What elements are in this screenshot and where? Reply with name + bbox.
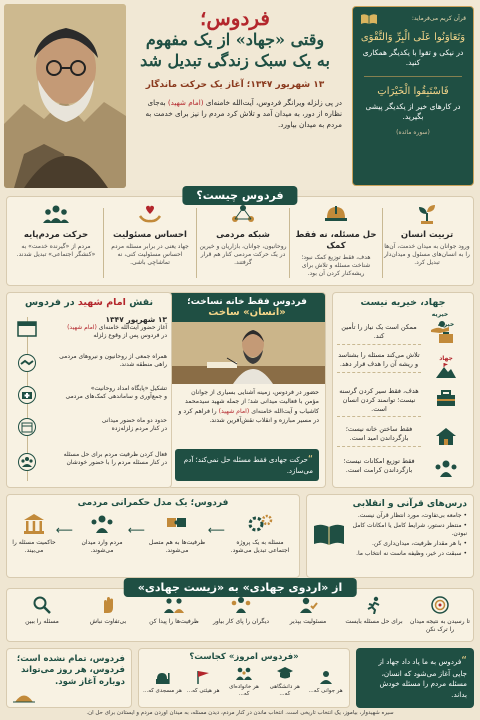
network-icon	[231, 204, 255, 224]
quote-mark-icon: “	[307, 454, 313, 466]
lesson-item: • منتظر دستور، شرایط کامل یا امکانات کامل نبودن.	[352, 522, 467, 538]
role-item-5: فعال کردن ظرفیت مردم برای حل مسئله در کنار مسئله مردم را با حضور خودشان	[13, 449, 167, 479]
calendar-icon	[17, 319, 37, 337]
sunrise-icon	[13, 689, 35, 703]
role-item-3: تشکیل «پایگاه امداد روحانیت» و جمع‌آوری و ساماندهی کمک‌های مردمی	[13, 383, 167, 409]
government-building-icon	[22, 513, 46, 535]
today-item-mosque: هر مسجدی که...	[142, 669, 182, 695]
charity-box-icon	[436, 330, 456, 344]
title-line1: فردوس؛	[200, 6, 270, 30]
role-item-1: ۱۳ شهریور ۱۳۴۷ آغاز حضور آیت‌الله خامنه‌ای (امام شهید) در فردوس پس از وقوع زلزله	[13, 315, 167, 345]
flag-icon	[195, 670, 211, 684]
built-humans-heading: فردوس فقط خانه نساخت؛ «انسان» ساخت	[169, 293, 325, 322]
built-humans-panel	[168, 292, 326, 488]
army-heading: از «اردوی جهادی» به «زیست جهادی»	[124, 578, 357, 597]
jihad-item-1: ممکن است یک نیاز را تأمین کند.	[337, 323, 421, 345]
what-divider	[289, 208, 290, 278]
people-group-icon	[43, 204, 69, 224]
what-is-item-2: حل مسئله، نه فقط کمک هدف، فقط توزیع کمک نبود؛ شناخت مسئله و تلاش برای ریشه‌کنار کردن آن بود.	[292, 204, 380, 278]
built-humans-quote: “حرکت جهادی فقط مسئله حل نمی‌کند؛ آدم می‌سازد.	[175, 449, 319, 481]
writing-man-illustration	[169, 322, 325, 384]
helmet-icon	[324, 204, 348, 224]
final-message: فردوس، تمام نشده است؛ فردوس، هر روز می‌تواند دوباره آغاز شود.	[16, 654, 125, 687]
verse2-reference: (سوره مائده)	[396, 128, 430, 136]
portrait-illustration	[4, 4, 126, 188]
army-item-1: تا رسیدن به نتیجه میدان را ترک نکن	[410, 596, 470, 634]
graduation-cap-icon	[277, 666, 293, 680]
quran-book-icon	[360, 13, 378, 25]
arrow-left-icon: ⟵	[207, 523, 225, 537]
what-is-item-3: شبکه مردمی روحانیون، جوانان، بازاریان و خیرین در یک حرکت مردمی کنار هم قرار گرفتند.	[199, 204, 287, 267]
what-divider	[103, 208, 104, 278]
ferdows-today-panel	[138, 648, 350, 708]
what-is-heading: فردوس چیست؟	[182, 186, 297, 205]
army-item-4: دیگران را پای کار بیاور	[210, 596, 272, 626]
jihad-heading: جهاد، خیریه نیست	[360, 297, 446, 308]
family-icon	[236, 666, 252, 680]
role-timeline-panel	[6, 292, 172, 488]
model-step-2: ظرفیت‌ها به هم متصل می‌شوند.	[147, 513, 207, 555]
army-item-5: ظرفیت‌ها را پیدا کن	[144, 596, 204, 626]
youth-icon	[318, 670, 334, 684]
charity-label: خیریه	[431, 311, 449, 318]
model-heading: فردوس؛ یک مدل حکمرانی مردمی	[77, 498, 229, 508]
verse-divider	[364, 76, 462, 77]
quote-mark-icon: “	[461, 654, 467, 667]
role-heading: نقش امام شهید در فردوس	[24, 297, 154, 308]
jihad-label: جهاد	[439, 355, 453, 362]
sprout-icon	[416, 204, 438, 224]
built-humans-body: حضور در فردوس، زمینه آشنایی بسیاری از جوانان مؤمن با فعالیت میدانی شد؛ از جمله شهید سید‌محمد کاشیاب و آیت‌الله خامنه‌ای (امام شهید) را فراهم کرد و در مسیر مبارزه و انقلاب نقش‌آفرین شدند.	[178, 389, 319, 424]
magnifier-icon	[32, 596, 52, 614]
person-check-icon	[298, 596, 318, 614]
puzzle-icon	[165, 513, 189, 535]
verse2-translation: در کارهای خیر از یکدیگر پیشی بگیرید.	[365, 102, 461, 122]
quran-heading: قرآن کریم می‌فرماید:	[411, 14, 466, 22]
today-item-family: هر خانواده‌ای که...	[224, 665, 264, 699]
army-item-6: بی‌تفاوت نباش	[78, 596, 138, 626]
verse1-translation: در نیکی و تقوا با یکدیگر همکاری کنید.	[362, 48, 464, 68]
lesson-item: • جامعه بی‌تفاوت، مورد انتظار قرآن نیست.	[357, 512, 467, 519]
what-divider	[196, 208, 197, 278]
jihad-item-2: تلاش می‌کند مسئله را بشناسد و ریشه آن را هدف قرار دهد.	[337, 351, 421, 373]
raised-hand-icon	[98, 596, 118, 614]
verse1-arabic: وَتَعَاوَنُوا عَلَى الْبِرِّ وَالتَّقْوَى	[360, 32, 466, 43]
title-block	[124, 6, 346, 130]
governance-model-panel	[6, 494, 300, 578]
subtitle: ۱۳ شهریور ۱۳۴۷؛ آغاز یک حرکت ماندگار	[145, 79, 325, 90]
calendar-grid-icon	[17, 418, 37, 436]
gears-icon	[247, 513, 273, 535]
jihad-item-5: فقط توزیع امکانات نیست؛ بازگرداندن کرامت است.	[343, 457, 415, 474]
heart-hands-icon	[138, 204, 162, 224]
army-item-2: برای حل مسئله بایست	[344, 596, 404, 626]
people-icon	[434, 459, 458, 477]
crowd-icon	[17, 453, 37, 471]
target-icon	[430, 596, 450, 614]
army-item-3: مسئولیت بپذیر	[278, 596, 338, 626]
people-icon	[90, 513, 114, 535]
verse2-arabic: فَاسْتَبِقُوا الْخَيْرَاتِ	[377, 86, 449, 98]
today-item-heyat: هر هیئتی که...	[183, 669, 223, 695]
open-book-icon	[313, 522, 345, 546]
role-item-2: همراه جمعی از روحانیون و نیروهای مردمی راهی منطقه شدند.	[13, 351, 167, 377]
model-step-3: مردم وارد میدان می‌شوند.	[75, 513, 129, 555]
toolbox-icon	[435, 389, 457, 407]
what-is-item-4: احساس مسئولیت جهاد یعنی در برابر مسئله مردم احساس مسئولیت کنی، نه تماشاچی باشی.	[106, 204, 194, 267]
title-line3: به یک سبک زندگی تبدیل شد	[140, 50, 330, 70]
what-divider	[382, 208, 383, 278]
final-message-panel	[6, 648, 132, 708]
bottom-quote-panel: “فردوس به ما یاد داد جهاد از جایی آغاز می‌شود که انسان، مسئله مردم را مسئله خودش بداند.	[356, 648, 474, 708]
model-step-1: مسئله به یک پروژه اجتماعی تبدیل می‌شود.	[229, 513, 291, 555]
what-is-item-1: تربیت انسان ورود جوانان به میدان خدمت، آن‌ها را به انسان‌های مسئول و میدان‌دار تبدیل کرد.	[384, 204, 470, 267]
model-step-4: حاکمیت مسئله را می‌بیند.	[9, 513, 59, 555]
title-line2: وقتی «جهاد» از یک مفهوم	[145, 30, 325, 49]
today-heading: «فردوس امروز» کجاست؟	[189, 652, 299, 662]
lesson-item: • با هر مقدار ظرفیت، میدان‌داری کن.	[371, 540, 467, 548]
army-item-7: مسئله را ببین	[12, 596, 72, 626]
today-item-youth: هر جوانی که...	[306, 669, 346, 695]
arrow-left-icon: ⟵	[127, 523, 145, 537]
quran-panel	[352, 6, 474, 186]
running-person-icon	[364, 596, 384, 614]
lesson-item: • سبقت در خیر، وظیفه ماست نه انتخاب ما.	[356, 550, 467, 558]
mountain-flag-icon	[435, 363, 457, 379]
magnet-people-icon	[163, 596, 185, 614]
lessons-heading: درس‌های قرآنی و انقلابی	[352, 499, 467, 509]
handshake-icon	[17, 354, 37, 372]
intro-text: در پی زلزله ویرانگر فردوس، آیت‌الله خامنه‌ای (امام شهید) به‌جای نظاره از دور، به میدان آمد و تلاش کرد مردم را نیز برای خدمت به مردم به میدان بیاورد.	[145, 97, 342, 129]
jihad-not-charity-panel	[332, 292, 474, 488]
group-icon	[230, 596, 252, 614]
today-item-university: هر دانشگاهی که...	[265, 665, 305, 699]
lessons-panel	[306, 494, 474, 578]
arrow-left-icon: ⟵	[55, 523, 73, 537]
charity-label-side: خیریه	[437, 321, 455, 328]
jihad-item-3: هدف، فقط سیر کردن گرسنه نیست؛ توانمند کردن انسان است.	[337, 387, 421, 417]
role-item-4: حدود دو ماه حضور میدانی در کنار مردم زلزله‌زده	[13, 415, 167, 441]
jihad-item-4: فقط ساختن خانه نیست؛ بازگرداندن امید است.	[337, 425, 421, 447]
what-is-item-5: حرکت مردم‌پایه مردم از «گیرنده خدمت» به «کنشگر اجتماعی» تبدیل شدند.	[11, 204, 101, 259]
first-aid-icon	[17, 386, 37, 404]
mosque-icon	[154, 670, 170, 684]
house-icon	[435, 427, 457, 445]
footer-text: سیره شهیدوار، بیاموز، یک انتخاب تاریخی است. انتخاب ماندن در کنار مردم، دیدن مسئله، به میدان آوردن مردم و ایستادن برای حل آن.	[86, 710, 394, 716]
